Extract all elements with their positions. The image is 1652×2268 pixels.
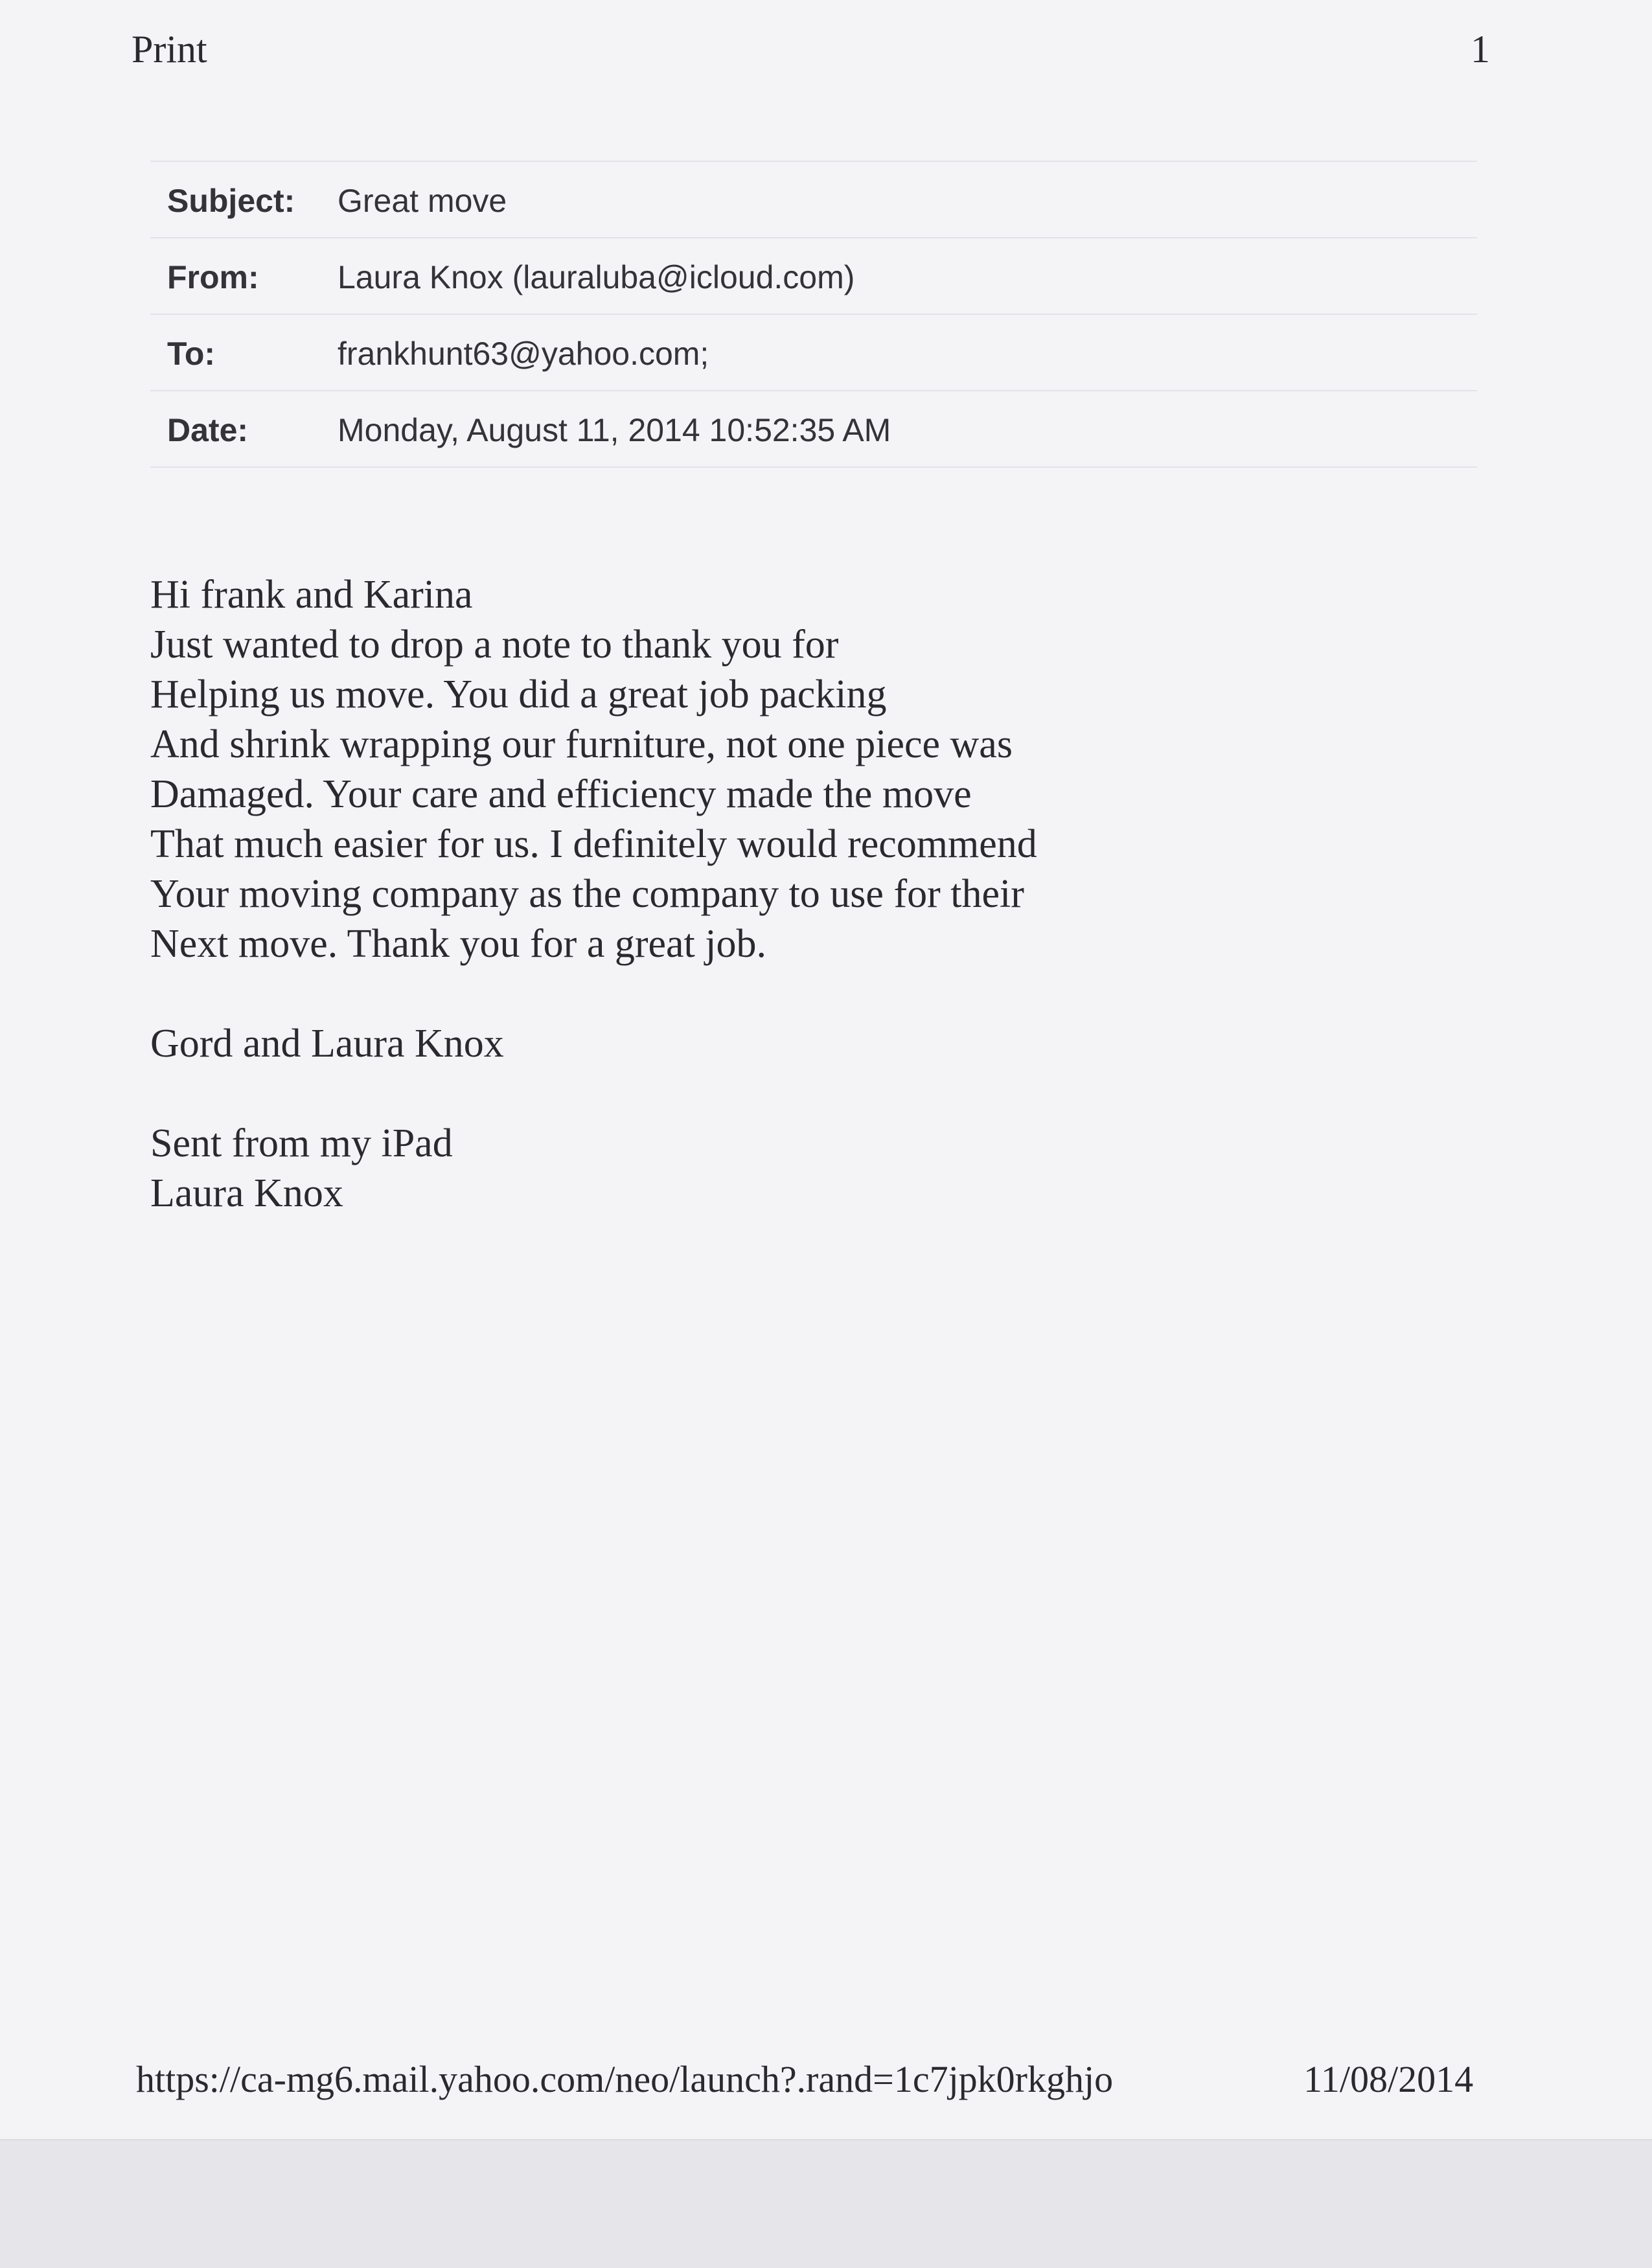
sent-from-line: Sent from my iPad [150,1121,453,1165]
sender-name: Laura Knox [150,1171,343,1215]
body-line: And shrink wrapping our furniture, not one piece was [150,722,1013,766]
subject-value: Great move [338,183,507,219]
body-line: Damaged. Your care and efficiency made the move [150,772,972,816]
body-line: That much easier for us. I definitely would recommend [150,822,1037,866]
from-label: From: [167,259,259,295]
body-line: Helping us move. You did a great job packing [150,672,887,716]
date-row [150,391,1477,468]
paragraph-gap [150,1069,1381,1119]
scan-background [0,2140,1652,2268]
from-value: Laura Knox (lauraluba@icloud.com) [338,259,855,295]
footer-date: 11/08/2014 [1303,2058,1474,2100]
footer-url: https://ca-mg6.mail.yahoo.com/neo/launch?.rand=1c7jpk0rkghjo [136,2058,1114,2100]
body-line: Next move. Thank you for a great job. [150,922,766,966]
print-label: Print [132,28,207,71]
body-line: Hi frank and Karina [150,573,473,617]
from-row [150,238,1477,315]
body-line: Your moving company as the company to use for their [150,872,1024,916]
email-header-table [150,161,1477,468]
date-value: Monday, August 11, 2014 10:52:35 AM [338,412,891,448]
subject-label: Subject: [167,183,295,219]
to-row [150,315,1477,391]
page-number: 1 [1471,28,1490,71]
to-label: To: [167,336,216,372]
paragraph-gap [150,969,1381,1019]
email-body [150,570,1381,1219]
to-value: frankhunt63@yahoo.com; [338,336,709,372]
subject-row [150,162,1477,238]
date-label: Date: [167,412,249,448]
body-line: Just wanted to drop a note to thank you for [150,623,839,667]
signature: Gord and Laura Knox [150,1022,504,1066]
